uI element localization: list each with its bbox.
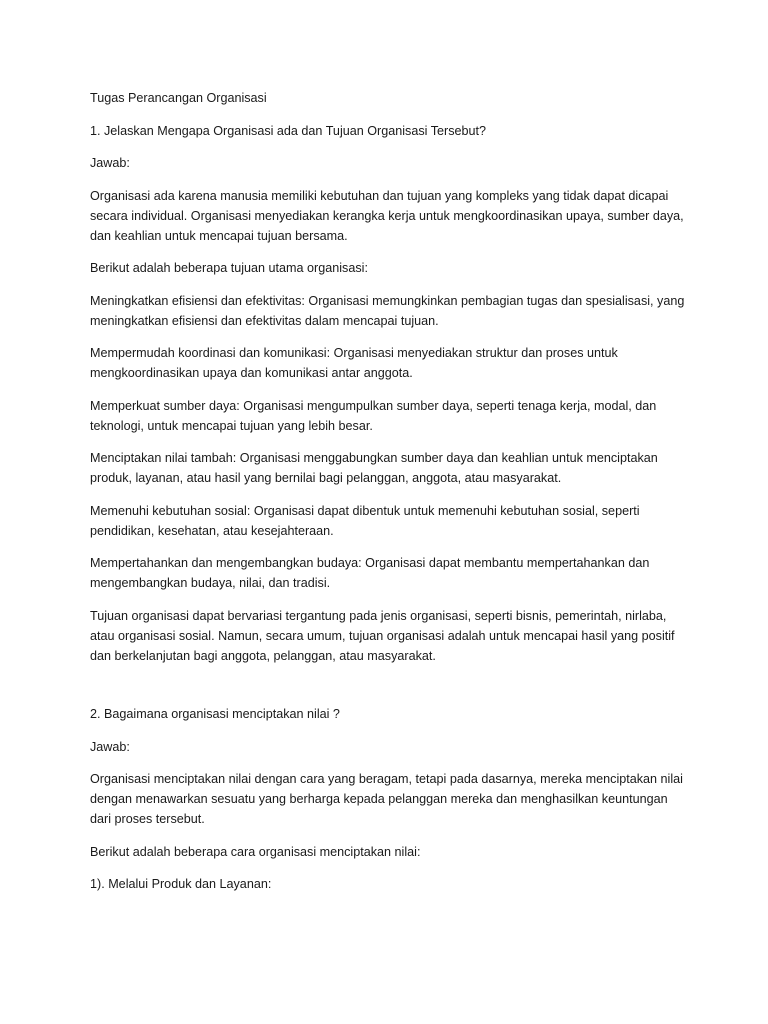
paragraph: Organisasi menciptakan nilai dengan cara yang beragam, tetapi pada dasarnya, mereka menciptakan nilai dengan menawarkan sesuatu yang berharga kepada pelanggan mereka dan menghasilkan keuntungan dari proses tersebut.	[90, 772, 683, 826]
paragraph: Memenuhi kebutuhan sosial: Organisasi dapat dibentuk untuk memenuhi kebutuhan sosial, seperti pendidikan, kesehatan, atau kesejahteraan.	[90, 503, 640, 538]
answer-label-2: Jawab:	[90, 739, 130, 754]
paragraph: Berikut adalah beberapa cara organisasi menciptakan nilai:	[90, 844, 421, 859]
paragraph: 1). Melalui Produk dan Layanan:	[90, 877, 272, 891]
section-spacer	[90, 678, 690, 704]
document-body	[90, 88, 690, 907]
paragraph: Berikut adalah beberapa tujuan utama organisasi:	[90, 261, 368, 275]
paragraph: Menciptakan nilai tambah: Organisasi menggabungkan sumber daya dan keahlian untuk menciptakan produk, layanan, atau hasil yang bernilai bagi pelanggan, anggota, atau masyarakat.	[90, 451, 658, 485]
document-title: Tugas Perancangan Organisasi	[90, 91, 267, 105]
paragraph: Meningkatkan efisiensi dan efektivitas: Organisasi memungkinkan pembagian tugas dan spesialisasi, yang meningkatkan efisiensi dan efektivitas dalam mencapai tujuan.	[90, 293, 685, 328]
answer-label-1: Jawab:	[90, 156, 130, 170]
paragraph: Mempertahankan dan mengembangkan budaya: Organisasi dapat membantu mempertahankan dan mengembangkan budaya, nilai, dan tradisi.	[90, 556, 650, 590]
question-1: 1. Jelaskan Mengapa Organisasi ada dan Tujuan Organisasi Tersebut?	[90, 123, 487, 138]
question-2: 2. Bagaimana organisasi menciptakan nilai ?	[90, 707, 340, 721]
paragraph: Mempermudah koordinasi dan komunikasi: Organisasi menyediakan struktur dan proses untuk mengkoordinasikan upaya dan komunikasi antar anggota.	[90, 346, 618, 380]
paragraph: Tujuan organisasi dapat bervariasi tergantung pada jenis organisasi, seperti bisnis, pemerintah, nirlaba, atau organisasi sosial. Namun, secara umum, tujuan organisasi adalah untuk mencapai hasil yang positif dan berkelanjutan bagi anggota, pelanggan, atau masyarakat.	[90, 608, 675, 663]
paragraph: Memperkuat sumber daya: Organisasi mengumpulkan sumber daya, seperti tenaga kerja, modal, dan teknologi, untuk mencapai tujuan yang lebih besar.	[90, 398, 657, 433]
paragraph: Organisasi ada karena manusia memiliki kebutuhan dan tujuan yang kompleks yang tidak dapat dicapai secara individual. Organisasi menyediakan kerangka kerja untuk mengkoordinasikan upaya, sumber daya, dan keahlian untuk mencapai tujuan bersama.	[90, 188, 684, 243]
